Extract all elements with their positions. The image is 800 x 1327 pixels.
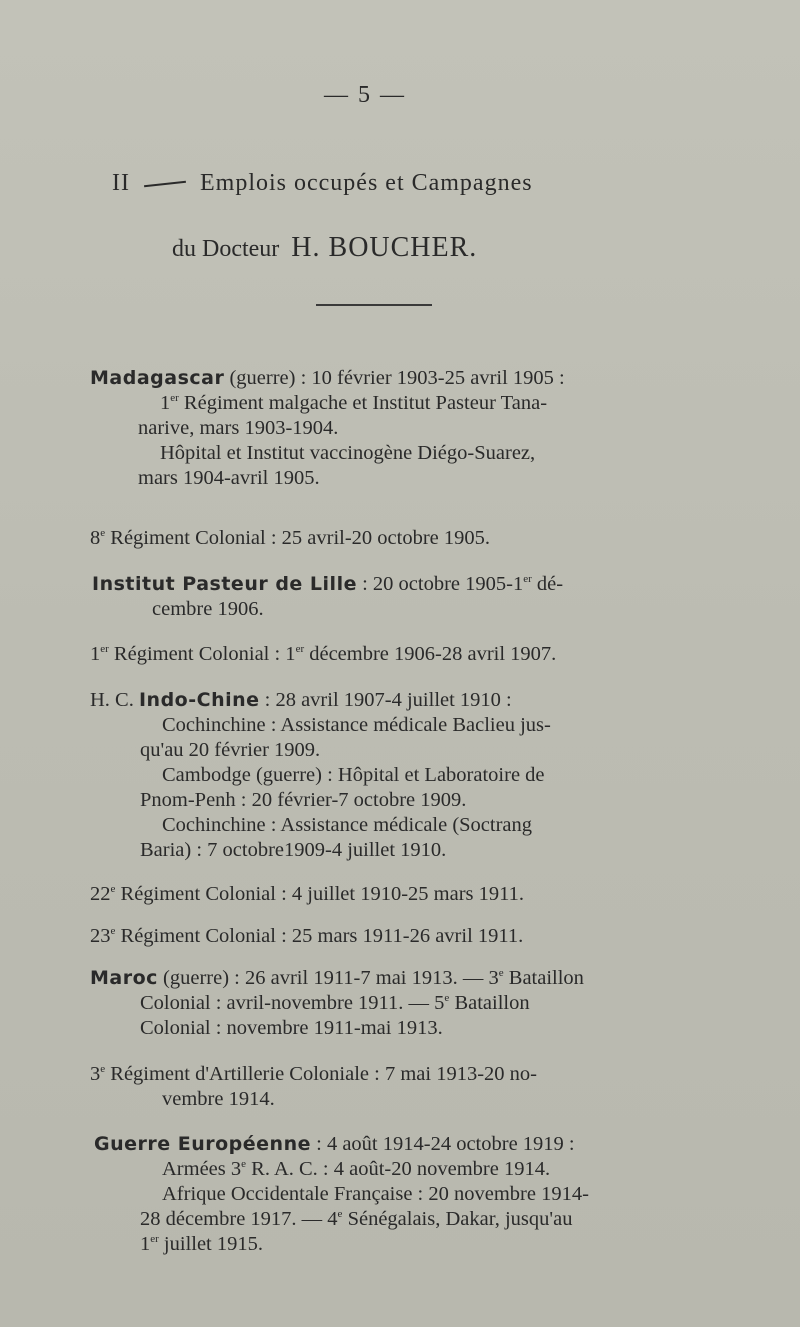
section-roman-numeral: II [112,170,130,196]
entry-text: 3 [90,1063,101,1085]
entry-regiment-22 [90,882,705,907]
superscript: e [110,925,116,938]
entry-text: mars 1904-avril 1905. [138,467,320,489]
superscript: er [523,573,532,586]
superscript: er [295,643,305,656]
superscript: e [110,883,116,896]
heading-prefix: du Docteur [172,236,280,262]
entry-indo-chine [90,688,705,863]
entry-regiment-1 [90,642,705,667]
entry-text: dé- [531,573,564,595]
entry-prefix: H. C. [90,689,139,711]
entry-text: vembre 1914. [162,1088,275,1110]
entry-text: Armées 3 [162,1158,242,1180]
entry-text: Cochinchine : Assistance médicale (Soctrang [162,814,533,836]
superscript: e [241,1158,247,1171]
entry-regiment-23 [90,924,705,949]
entry-institut-pasteur-lille [92,572,707,622]
entry-text: qu'au 20 février 1909. [140,739,321,761]
heading-dash [144,181,186,187]
entry-maroc [90,966,705,1041]
entry-text: 28 décembre 1917. — 4 [140,1208,338,1230]
entry-text: 8 [90,527,101,549]
superscript: er [150,1233,159,1246]
entry-text: : 20 octobre 1905-1 [356,573,524,595]
entry-text: 22 [90,883,111,905]
section-title: Emplois occupés et Campagnes [199,170,533,196]
entry-text: Cambodge (guerre) : Hôpital et Laboratoire de [162,764,545,786]
entry-text: (guerre) : 26 avril 1911-7 mai 1913. — 3 [157,967,499,989]
entry-text: Colonial : avril-novembre 1911. — 5 [140,992,445,1014]
entry-text: R. A. C. : 4 août-20 novembre 1914. [246,1158,551,1180]
entry-text: Régiment Colonial : 4 juillet 1910-25 mars 1911. [115,883,525,905]
superscript: e [100,527,106,540]
entry-text: Régiment Colonial : 1 [108,643,296,665]
entry-madagascar [90,366,705,491]
entry-text: Afrique Occidentale Française : 20 novembre 1914- [162,1183,589,1205]
entry-text: décembre 1906-28 avril 1907. [304,643,557,665]
entry-text: : 4 août 1914-24 octobre 1919 : [311,1133,575,1155]
superscript: er [170,392,179,405]
superscript: e [444,992,450,1005]
entry-text: Colonial : novembre 1911-mai 1913. [140,1017,443,1039]
entry-text: Régiment d'Artillerie Coloniale : 7 mai 1913-20 no- [105,1063,537,1085]
entry-text: 1 [160,392,171,414]
entry-text: Régiment Colonial : 25 mars 1911-26 avril 1911. [115,925,524,947]
entry-text: narive, mars 1903-1904. [138,417,339,439]
superscript: e [100,1063,106,1076]
entry-text: Régiment malgache et Institut Pasteur Tana- [178,392,548,414]
entry-text: Régiment Colonial : 25 avril-20 octobre 1905. [105,527,491,549]
entry-guerre-europeenne [94,1132,709,1257]
entry-title: Indo-Chine [138,689,260,711]
entry-text: (guerre) : 10 février 1903-25 avril 1905 : [224,367,565,389]
entry-title: Maroc [90,967,158,989]
heading-rule [316,304,432,306]
entry-text: Pnom-Penh : 20 février-7 octobre 1909. [140,789,467,811]
superscript: e [337,1208,343,1221]
entry-title: Institut Pasteur de Lille [92,573,357,595]
entry-text: 1 [90,643,101,665]
entry-text: Sénégalais, Dakar, jusqu'au [342,1208,573,1230]
superscript: e [498,967,504,980]
entry-title: Madagascar [90,367,225,389]
entry-text: 1 [140,1233,151,1255]
entry-text: juillet 1915. [158,1233,263,1255]
entry-text: cembre 1906. [152,598,264,620]
entry-text: : 28 avril 1907-4 juillet 1910 : [259,689,512,711]
entry-title: Guerre Européenne [94,1133,311,1155]
entry-artillerie-coloniale [90,1062,705,1112]
section-heading-line2 [172,232,477,264]
superscript: er [100,643,109,656]
page-number: — 5 — [324,82,406,108]
entry-text: 23 [90,925,111,947]
entry-regiment-8 [90,526,705,551]
entry-text: Cochinchine : Assistance médicale Baclieu jus- [162,714,551,736]
entry-text: Bataillon [449,992,530,1014]
entry-text: Hôpital et Institut vaccinogène Diégo-Suarez, [160,442,536,464]
entry-text: Baria) : 7 octobre1909-4 juillet 1910. [140,839,447,861]
doctor-name: H. BOUCHER. [291,232,478,263]
entry-text: Bataillon [503,967,584,989]
section-heading-line1 [112,170,533,197]
